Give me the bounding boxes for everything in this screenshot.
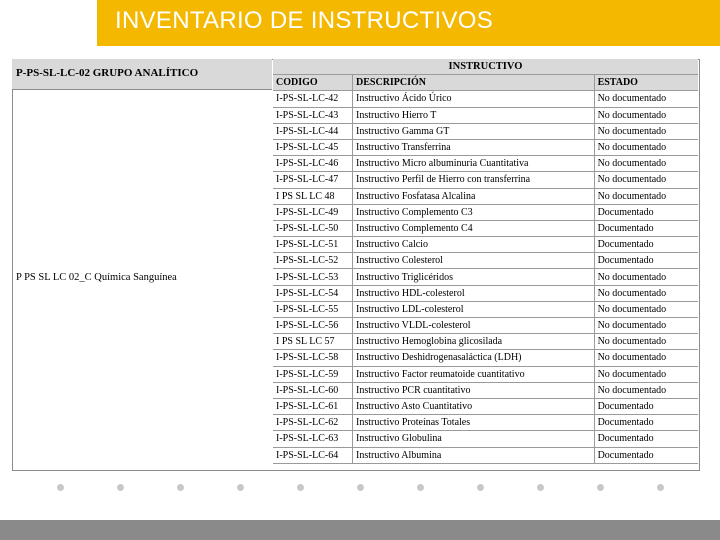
row-status: Documentado xyxy=(594,431,698,447)
row-description: Instructivo Hemoglobina glicosilada xyxy=(353,334,595,350)
table-row xyxy=(273,382,698,398)
column-header-description: DESCRIPCIÓN xyxy=(353,75,595,91)
row-code: I-PS-SL-LC-60 xyxy=(273,382,353,398)
column-header-status: ESTADO xyxy=(594,75,698,91)
table-row xyxy=(273,237,698,253)
dot-icon xyxy=(297,484,304,491)
row-code: I-PS-SL-LC-58 xyxy=(273,350,353,366)
table-row xyxy=(273,318,698,334)
row-code: I-PS-SL-LC-62 xyxy=(273,415,353,431)
row-description: Instructivo Complemento C3 xyxy=(353,204,595,220)
dot-icon xyxy=(597,484,604,491)
pagination-dots xyxy=(0,480,720,496)
dot-icon xyxy=(57,484,64,491)
table-body xyxy=(273,91,698,463)
row-status: Documentado xyxy=(594,398,698,414)
row-status: Documentado xyxy=(594,447,698,463)
row-status: No documentado xyxy=(594,366,698,382)
row-description: Instructivo Perfil de Hierro con transferrina xyxy=(353,172,595,188)
procedure-header xyxy=(12,59,272,90)
row-code: I-PS-SL-LC-55 xyxy=(273,301,353,317)
table-row xyxy=(273,253,698,269)
slide-title: INVENTARIO DE INSTRUCTIVOS xyxy=(115,7,494,34)
dot-icon xyxy=(117,484,124,491)
dot-icon xyxy=(177,484,184,491)
row-code: I PS SL LC 48 xyxy=(273,188,353,204)
table-row xyxy=(273,220,698,236)
row-description: Instructivo Globulina xyxy=(353,431,595,447)
row-description: Instructivo Triglicéridos xyxy=(353,269,595,285)
row-status: No documentado xyxy=(594,318,698,334)
table-row xyxy=(273,269,698,285)
procedure-header-label: P-PS-SL-LC-02 GRUPO ANALÍTICO xyxy=(16,67,199,79)
row-status: No documentado xyxy=(594,334,698,350)
row-code: I-PS-SL-LC-50 xyxy=(273,220,353,236)
table-row xyxy=(273,204,698,220)
table-row xyxy=(273,301,698,317)
row-description: Instructivo HDL-colesterol xyxy=(353,285,595,301)
row-status: No documentado xyxy=(594,107,698,123)
row-status: No documentado xyxy=(594,172,698,188)
table-row xyxy=(273,91,698,107)
row-status: No documentado xyxy=(594,285,698,301)
table-row xyxy=(273,123,698,139)
row-status: No documentado xyxy=(594,139,698,155)
row-description: Instructivo Factor reumatoide cuantitativo xyxy=(353,366,595,382)
row-description: Instructivo PCR cuantitativo xyxy=(353,382,595,398)
instructivo-table xyxy=(273,59,698,464)
table-row xyxy=(273,447,698,463)
row-status: No documentado xyxy=(594,91,698,107)
row-description: Instructivo Ácido Úrico xyxy=(353,91,595,107)
dot-icon xyxy=(537,484,544,491)
row-description: Instructivo Gamma GT xyxy=(353,123,595,139)
procedure-name: P PS SL LC 02_C Química Sanguínea xyxy=(16,272,177,283)
column-header-code: CODIGO xyxy=(273,75,353,91)
row-code: I-PS-SL-LC-42 xyxy=(273,91,353,107)
dot-icon xyxy=(417,484,424,491)
group-header: INSTRUCTIVO xyxy=(273,59,698,75)
table-row xyxy=(273,172,698,188)
row-description: Instructivo Albumina xyxy=(353,447,595,463)
row-code: I-PS-SL-LC-56 xyxy=(273,318,353,334)
row-status: No documentado xyxy=(594,123,698,139)
dot-icon xyxy=(657,484,664,491)
table-row xyxy=(273,156,698,172)
dot-icon xyxy=(477,484,484,491)
row-code: I-PS-SL-LC-54 xyxy=(273,285,353,301)
table-row xyxy=(273,285,698,301)
row-code: I-PS-SL-LC-49 xyxy=(273,204,353,220)
row-description: Instructivo Proteínas Totales xyxy=(353,415,595,431)
row-description: Instructivo Complemento C4 xyxy=(353,220,595,236)
row-description: Instructivo LDL-colesterol xyxy=(353,301,595,317)
row-description: Instructivo Deshidrogenasaláctica (LDH) xyxy=(353,350,595,366)
row-status: Documentado xyxy=(594,204,698,220)
row-description: Instructivo Asto Cuantitativo xyxy=(353,398,595,414)
table-row xyxy=(273,350,698,366)
table-row xyxy=(273,366,698,382)
row-code: I-PS-SL-LC-44 xyxy=(273,123,353,139)
row-description: Instructivo Hierro T xyxy=(353,107,595,123)
row-code: I-PS-SL-LC-59 xyxy=(273,366,353,382)
row-description: Instructivo VLDL-colesterol xyxy=(353,318,595,334)
row-description: Instructivo Calcio xyxy=(353,237,595,253)
row-code: I-PS-SL-LC-53 xyxy=(273,269,353,285)
row-description: Instructivo Colesterol xyxy=(353,253,595,269)
row-description: Instructivo Micro albuminuria Cuantitativa xyxy=(353,156,595,172)
row-status: No documentado xyxy=(594,188,698,204)
table-row xyxy=(273,107,698,123)
row-status: No documentado xyxy=(594,382,698,398)
table-row xyxy=(273,398,698,414)
table-row xyxy=(273,188,698,204)
row-description: Instructivo Transferrina xyxy=(353,139,595,155)
row-code: I-PS-SL-LC-52 xyxy=(273,253,353,269)
footer-bar xyxy=(0,520,720,540)
dot-icon xyxy=(237,484,244,491)
row-code: I-PS-SL-LC-61 xyxy=(273,398,353,414)
table-row xyxy=(273,431,698,447)
dot-icon xyxy=(357,484,364,491)
row-code: I-PS-SL-LC-63 xyxy=(273,431,353,447)
row-code: I-PS-SL-LC-43 xyxy=(273,107,353,123)
row-status: No documentado xyxy=(594,156,698,172)
row-code: I-PS-SL-LC-64 xyxy=(273,447,353,463)
row-code: I-PS-SL-LC-51 xyxy=(273,237,353,253)
row-status: Documentado xyxy=(594,237,698,253)
row-code: I-PS-SL-LC-45 xyxy=(273,139,353,155)
row-status: No documentado xyxy=(594,350,698,366)
row-status: No documentado xyxy=(594,269,698,285)
row-status: Documentado xyxy=(594,415,698,431)
row-description: Instructivo Fosfatasa Alcalina xyxy=(353,188,595,204)
row-code: I-PS-SL-LC-46 xyxy=(273,156,353,172)
row-code: I-PS-SL-LC-47 xyxy=(273,172,353,188)
table-row xyxy=(273,139,698,155)
row-status: Documentado xyxy=(594,220,698,236)
row-status: Documentado xyxy=(594,253,698,269)
row-status: No documentado xyxy=(594,301,698,317)
table-row xyxy=(273,334,698,350)
row-code: I PS SL LC 57 xyxy=(273,334,353,350)
table-row xyxy=(273,415,698,431)
